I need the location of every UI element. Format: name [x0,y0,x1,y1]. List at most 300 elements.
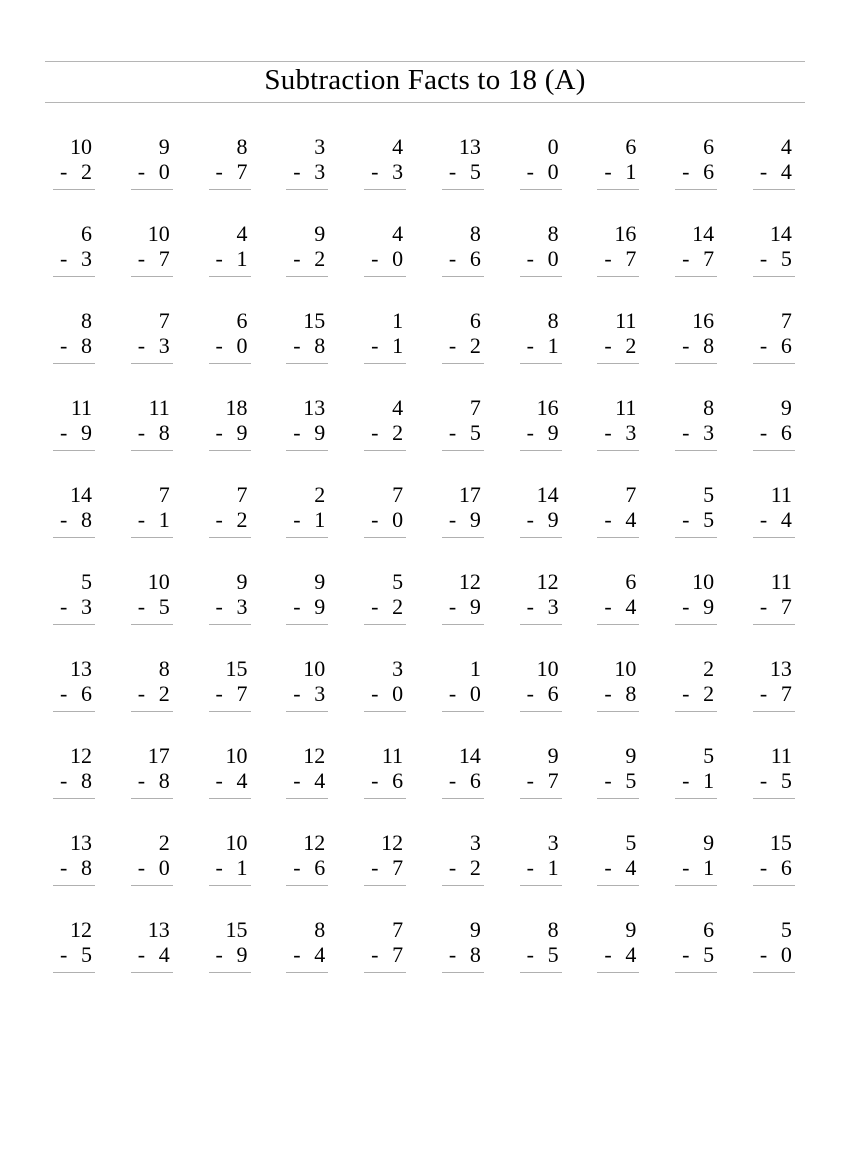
minuend: 4 [392,221,404,246]
subtrahend: 2 [81,159,92,184]
minuend: 9 [625,917,637,942]
minus-sign: - [682,507,690,532]
minuend: 10 [147,221,170,246]
minuend: 6 [236,308,248,333]
problem-cell [597,482,639,538]
subtrahend: 7 [780,681,792,706]
answer-line [520,450,562,451]
problem-cell [753,308,795,364]
minus-sign: - [526,507,534,532]
problem-cell [520,743,562,799]
minuend: 13 [769,656,792,681]
problem-cell [364,482,406,538]
answer-line [675,885,717,886]
subtrahend: 6 [392,768,404,793]
answer-line [753,798,795,799]
page-title: Subtraction Facts to 18 (A) [264,64,586,96]
minus-sign: - [759,246,768,271]
answer-line [675,189,717,190]
subtrahend: 1 [392,333,404,358]
minus-sign: - [137,420,146,445]
problem-cell [597,134,639,190]
minus-sign: - [137,507,146,532]
subtrahend: 1 [703,855,715,880]
answer-line [753,972,795,973]
minus-sign: - [604,681,612,706]
subtrahend: 9 [236,420,248,445]
subtrahend-line [675,420,717,445]
subtrahend: 7 [236,159,248,184]
minuend: 12 [381,830,404,855]
subtrahend-line [520,333,562,358]
subtrahend: 0 [780,942,792,967]
minuend: 10 [303,656,326,681]
subtrahend-line [520,942,562,967]
minus-sign: - [526,333,534,358]
subtrahend: 2 [469,333,481,358]
problem-cell [364,656,406,712]
subtrahend-line [53,681,95,706]
subtrahend-line [520,681,562,706]
minus-sign: - [60,159,68,184]
answer-line [364,450,406,451]
problem-cell [520,308,562,364]
minuend: 7 [158,308,170,333]
problem-cell [520,830,562,886]
subtrahend: 0 [547,246,559,271]
minuend: 1 [469,656,481,681]
problem-row [53,743,795,799]
minuend: 10 [225,830,248,855]
problem-cell [53,395,95,451]
problem-cell [442,308,484,364]
problem-cell [131,830,173,886]
minus-sign: - [682,246,690,271]
subtrahend-line [286,681,328,706]
subtrahend-line [520,594,562,619]
minus-sign: - [293,768,301,793]
subtrahend: 7 [236,681,248,706]
answer-line [209,189,251,190]
problem-cell [442,221,484,277]
answer-line [442,972,484,973]
problem-cell [753,830,795,886]
minus-sign: - [526,855,534,880]
title-band [45,61,805,103]
minuend: 8 [547,221,559,246]
minus-sign: - [60,507,68,532]
answer-line [286,624,328,625]
answer-line [286,711,328,712]
subtrahend-line [753,681,795,706]
answer-line [753,624,795,625]
subtrahend: 5 [81,942,92,967]
subtrahend: 8 [158,420,170,445]
problem-cell [520,395,562,451]
subtrahend-line [209,246,251,271]
problem-cell [442,656,484,712]
problem-cell [209,743,251,799]
answer-line [442,624,484,625]
minuend: 6 [469,308,481,333]
subtrahend: 5 [469,420,481,445]
minuend: 11 [770,743,792,768]
answer-line [520,363,562,364]
answer-line [442,711,484,712]
problem-cell [597,569,639,625]
minus-sign: - [137,594,146,619]
subtrahend-line [286,159,328,184]
problem-cell [364,830,406,886]
problem-cell [286,830,328,886]
subtrahend-line [442,855,484,880]
answer-line [286,885,328,886]
subtrahend-line [53,333,95,358]
minuend: 7 [158,482,170,507]
answer-line [597,450,639,451]
minuend: 10 [536,656,559,681]
minuend: 2 [703,656,715,681]
subtrahend-line [675,507,717,532]
minuend: 9 [469,917,481,942]
subtrahend-line [597,942,639,967]
problem-cell [53,569,95,625]
subtrahend: 6 [469,246,481,271]
subtrahend-line [520,507,562,532]
answer-line [520,189,562,190]
minuend: 8 [703,395,715,420]
subtrahend-line [53,768,95,793]
minus-sign: - [293,681,301,706]
minuend: 14 [458,743,481,768]
minus-sign: - [137,159,146,184]
minuend: 3 [547,830,559,855]
minus-sign: - [759,420,768,445]
minuend: 10 [614,656,637,681]
minus-sign: - [604,420,612,445]
subtrahend: 0 [547,159,559,184]
minuend: 7 [392,917,404,942]
minus-sign: - [371,768,379,793]
minus-sign: - [215,594,223,619]
problem-cell [753,656,795,712]
subtrahend: 4 [236,768,248,793]
answer-line [597,189,639,190]
answer-line [597,537,639,538]
problem-cell [520,134,562,190]
answer-line [442,885,484,886]
subtrahend: 8 [469,942,481,967]
subtrahend-line [209,594,251,619]
subtrahend: 6 [314,855,326,880]
subtrahend-line [53,159,95,184]
minus-sign: - [448,942,457,967]
minuend: 12 [70,743,92,768]
minuend: 5 [392,569,404,594]
subtrahend: 5 [780,768,792,793]
minuend: 16 [614,221,637,246]
minus-sign: - [60,420,68,445]
answer-line [286,537,328,538]
subtrahend-line [520,159,562,184]
minuend: 15 [769,830,792,855]
subtrahend-line [131,246,173,271]
minus-sign: - [371,333,379,358]
minuend: 13 [458,134,481,159]
answer-line [364,537,406,538]
subtrahend: 1 [236,855,248,880]
minus-sign: - [215,333,223,358]
minuend: 14 [536,482,559,507]
problem-cell [753,917,795,973]
problem-cell [520,482,562,538]
problem-cell [286,221,328,277]
problem-row [53,395,795,451]
answer-line [53,798,95,799]
minus-sign: - [448,159,457,184]
minuend: 6 [703,134,715,159]
minuend: 6 [625,134,637,159]
minuend: 5 [625,830,637,855]
subtrahend: 5 [703,942,715,967]
answer-line [131,624,173,625]
minus-sign: - [60,681,68,706]
answer-line [675,450,717,451]
minuend: 4 [236,221,248,246]
minuend: 4 [392,395,404,420]
subtrahend: 0 [158,855,170,880]
problem-cell [364,134,406,190]
problem-cell [53,830,95,886]
problem-cell [520,917,562,973]
subtrahend: 3 [625,420,637,445]
subtrahend-line [364,159,406,184]
subtrahend-line [286,246,328,271]
problem-row [53,569,795,625]
minus-sign: - [682,333,690,358]
problem-cell [209,221,251,277]
subtrahend-line [364,855,406,880]
minus-sign: - [371,420,379,445]
minus-sign: - [448,420,457,445]
problem-cell [131,134,173,190]
problem-cell [209,482,251,538]
minus-sign: - [448,855,457,880]
problem-cell [209,395,251,451]
answer-line [131,363,173,364]
problem-cell [209,569,251,625]
subtrahend: 4 [158,942,170,967]
problem-cell [753,134,795,190]
problem-row [53,482,795,538]
minus-sign: - [604,159,612,184]
subtrahend-line [53,246,95,271]
answer-line [131,711,173,712]
answer-line [209,363,251,364]
answer-line [675,711,717,712]
minus-sign: - [137,681,146,706]
problem-row [53,221,795,277]
minus-sign: - [215,246,223,271]
minuend: 12 [303,830,326,855]
answer-line [53,276,95,277]
problem-cell [597,308,639,364]
minus-sign: - [293,246,301,271]
problem-cell [675,134,717,190]
problem-cell [364,308,406,364]
problem-cell [753,221,795,277]
answer-line [364,885,406,886]
problem-cell [53,743,95,799]
subtrahend-line [364,246,406,271]
minuend: 9 [625,743,637,768]
subtrahend: 7 [392,942,404,967]
answer-line [131,885,173,886]
minus-sign: - [526,768,534,793]
minus-sign: - [448,246,457,271]
subtrahend-line [53,507,95,532]
subtrahend: 3 [392,159,404,184]
subtrahend-line [53,594,95,619]
subtrahend: 8 [81,768,92,793]
subtrahend-line [597,333,639,358]
subtrahend: 4 [625,594,637,619]
subtrahend: 8 [81,333,92,358]
subtrahend-line [131,333,173,358]
problem-cell [131,221,173,277]
minus-sign: - [60,855,68,880]
subtrahend: 3 [81,246,92,271]
minus-sign: - [60,246,68,271]
problem-cell [364,569,406,625]
minuend: 2 [314,482,326,507]
problem-cell [520,569,562,625]
minus-sign: - [604,246,612,271]
minus-sign: - [371,855,379,880]
minus-sign: - [448,507,457,532]
minus-sign: - [137,855,146,880]
subtrahend: 3 [547,594,559,619]
minuend: 6 [625,569,637,594]
subtrahend: 4 [314,768,326,793]
problem-cell [442,482,484,538]
subtrahend-line [753,594,795,619]
answer-line [53,189,95,190]
problem-cell [675,917,717,973]
subtrahend-line [442,768,484,793]
subtrahend-line [753,420,795,445]
subtrahend: 9 [236,942,248,967]
problem-cell [53,482,95,538]
minus-sign: - [604,855,612,880]
minus-sign: - [215,420,223,445]
subtrahend: 2 [392,420,404,445]
subtrahend: 6 [547,681,559,706]
problem-cell [753,395,795,451]
problem-cell [675,395,717,451]
worksheet-page [0,61,850,1161]
subtrahend: 2 [158,681,170,706]
minus-sign: - [60,768,68,793]
problem-cell [131,395,173,451]
problem-cell [286,482,328,538]
subtrahend-line [286,507,328,532]
subtrahend: 9 [314,594,326,619]
answer-line [53,885,95,886]
minuend: 8 [236,134,248,159]
minus-sign: - [759,594,768,619]
problem-cell [597,395,639,451]
minuend: 15 [225,917,248,942]
subtrahend: 3 [236,594,248,619]
subtrahend: 2 [703,681,715,706]
answer-line [209,711,251,712]
minus-sign: - [371,246,379,271]
answer-line [286,450,328,451]
subtrahend-line [753,159,795,184]
minuend: 11 [148,395,170,420]
answer-line [597,885,639,886]
subtrahend: 5 [703,507,715,532]
answer-line [53,363,95,364]
answer-line [286,972,328,973]
minuend: 1 [392,308,404,333]
minus-sign: - [526,942,534,967]
subtrahend: 3 [158,333,170,358]
subtrahend: 1 [625,159,637,184]
subtrahend: 4 [780,159,792,184]
subtrahend: 9 [314,420,326,445]
minus-sign: - [604,333,612,358]
problem-cell [675,830,717,886]
subtrahend-line [442,681,484,706]
answer-line [286,189,328,190]
minus-sign: - [759,855,768,880]
problem-row [53,656,795,712]
answer-line [753,711,795,712]
answer-line [53,450,95,451]
subtrahend: 1 [314,507,326,532]
answer-line [364,798,406,799]
minus-sign: - [293,855,301,880]
answer-line [131,972,173,973]
subtrahend: 9 [547,507,559,532]
problem-cell [286,395,328,451]
answer-line [675,363,717,364]
subtrahend: 1 [547,333,559,358]
problem-cell [442,743,484,799]
subtrahend: 5 [625,768,637,793]
minus-sign: - [293,420,301,445]
subtrahend: 4 [780,507,792,532]
minuend: 9 [547,743,559,768]
minuend: 10 [70,134,92,159]
subtrahend: 2 [469,855,481,880]
subtrahend-line [286,333,328,358]
answer-line [597,276,639,277]
answer-line [753,450,795,451]
problem-cell [442,134,484,190]
minuend: 15 [225,656,248,681]
answer-line [209,276,251,277]
minuend: 12 [536,569,559,594]
problem-cell [209,830,251,886]
answer-line [675,537,717,538]
subtrahend-line [442,594,484,619]
subtrahend-line [53,855,95,880]
subtrahend: 7 [625,246,637,271]
minuend: 4 [392,134,404,159]
